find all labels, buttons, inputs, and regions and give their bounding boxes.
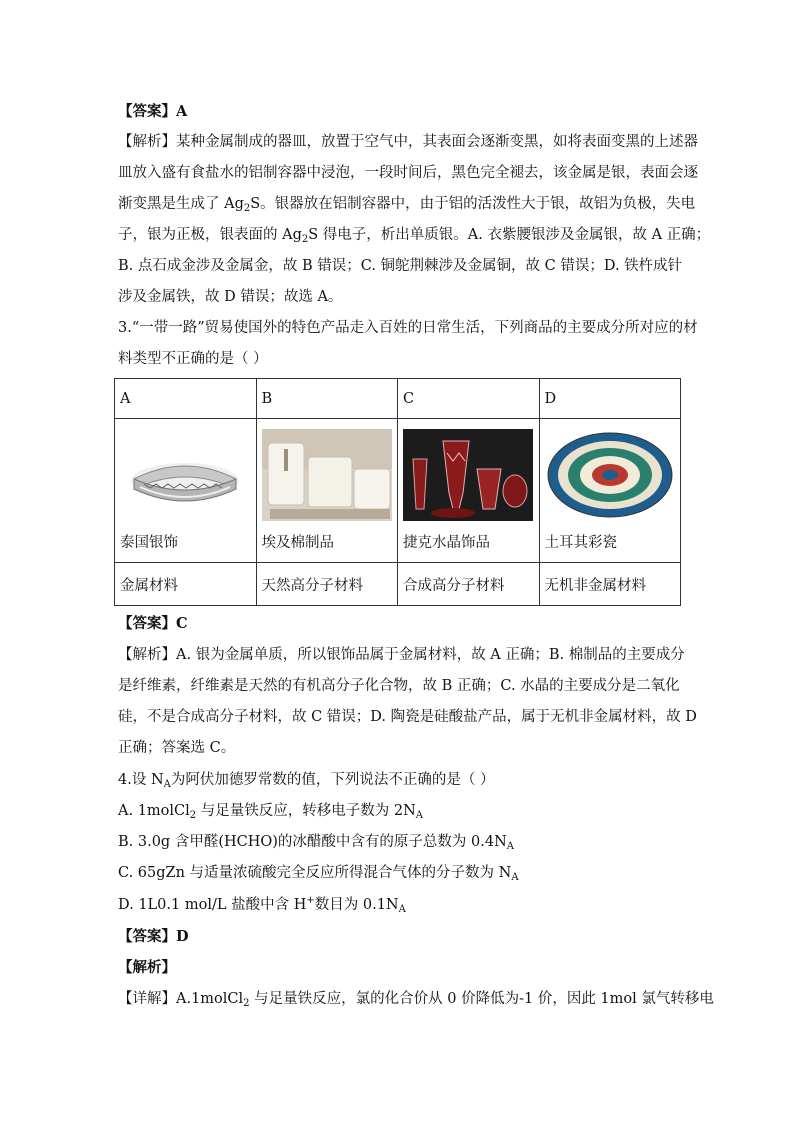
answer-label-1: 【答案】A xyxy=(118,103,188,120)
table-cell xyxy=(398,419,540,563)
analysis-line: 渐变黑是生成了 $Ag_2S$。银器放在铝制容器中，由于铝的活泼性大于银，故铝为负极，失电 xyxy=(118,196,696,214)
table-cell xyxy=(115,419,257,563)
silver-bracelet-image xyxy=(120,429,250,521)
option-c: C. 65gZn 与适量浓硫酸完全反应所得混合气体的分子数为 $N_A$ xyxy=(118,865,519,883)
table-header: D xyxy=(539,379,681,419)
question-3: 3.“一带一路”贸易使国外的特色产品走入百姓的日常生活，下列商品的主要成分所对应的材 xyxy=(118,320,698,336)
table-cell xyxy=(539,419,681,563)
question-3: 料类型不正确的是（ ） xyxy=(118,351,268,367)
analysis-line: 【解析】A. 银为金属单质，所以银饰品属于金属材料，故 A 正确；B. 棉制品的主要成分 xyxy=(118,647,685,663)
analysis-line: B. 点石成金涉及金属金，故 B 错误；C. 铜鸵荆棘涉及金属铜，故 C 错误；D. 铁杵成针 xyxy=(118,258,683,274)
table-header: B xyxy=(256,379,398,419)
product-name: 埃及棉制品 xyxy=(261,535,334,551)
analysis-line: 硅，不是合成高分子材料，故 C 错误；D. 陶瓷是硅酸盐产品，属于无机非金属材料，故 D xyxy=(118,709,697,725)
analysis-line: 皿放入盛有食盐水的铝制容器中浸泡，一段时间后，黑色完全褪去，该金属是银，表面会逐 xyxy=(118,165,698,181)
option-d: D. 1L0.1 mol/L 盐酸中含 H+数目为 $0.1N_A$ xyxy=(118,895,406,915)
analysis-line: 子，银为正极，银表面的 $Ag_2S$ 得电子，析出单质银。A. 衣紫腰银涉及金属银，故 A 正确； xyxy=(118,227,711,245)
material-type: 无机非金属材料 xyxy=(539,563,681,606)
table-header: C xyxy=(398,379,540,419)
option-a: A. 1molCl$_2$ 与足量铁反应，转移电子数为 $2N_A$ xyxy=(118,803,424,821)
detail-line: 【详解】A.1molCl$_2$ 与足量铁反应，氯的化合价从 0 价降低为-1 价，因此 1mol 氯气转移电 xyxy=(118,991,714,1009)
answer-label-2: 【答案】C xyxy=(118,615,188,632)
ceramic-plate-image xyxy=(545,429,675,521)
material-type: 天然高分子材料 xyxy=(256,563,398,606)
product-name: 土耳其彩瓷 xyxy=(544,535,617,551)
answer-label-3: 【答案】D xyxy=(118,928,189,945)
materials-table xyxy=(114,378,681,606)
crystal-vases-image xyxy=(403,429,533,521)
question-4: 4.设 $N_A$为阿伏加德罗常数的值，下列说法不正确的是（ ） xyxy=(118,772,495,790)
analysis-line: 涉及金属铁，故 D 错误；故选 A。 xyxy=(118,289,343,305)
analysis-label: 【解析】 xyxy=(118,959,176,976)
analysis-line: 正确；答案选 C。 xyxy=(118,740,236,756)
analysis-line: 【解析】某种金属制成的器皿，放置于空气中，其表面会逐渐变黑，如将表面变黑的上述器 xyxy=(118,134,698,150)
table-cell xyxy=(256,419,398,563)
cotton-towels-image xyxy=(262,429,392,521)
product-name: 捷克水晶饰品 xyxy=(403,535,490,551)
option-b: B. 3.0g 含甲醛(HCHO)的冰醋酸中含有的原子总数为 $0.4N_A$ xyxy=(118,834,514,852)
material-type: 金属材料 xyxy=(115,563,257,606)
material-type: 合成高分子材料 xyxy=(398,563,540,606)
product-name: 泰国银饰 xyxy=(120,535,178,551)
table-header: A xyxy=(115,379,257,419)
analysis-line: 是纤维素，纤维素是天然的有机高分子化合物，故 B 正确；C. 水晶的主要成分是二氧化 xyxy=(118,678,680,694)
